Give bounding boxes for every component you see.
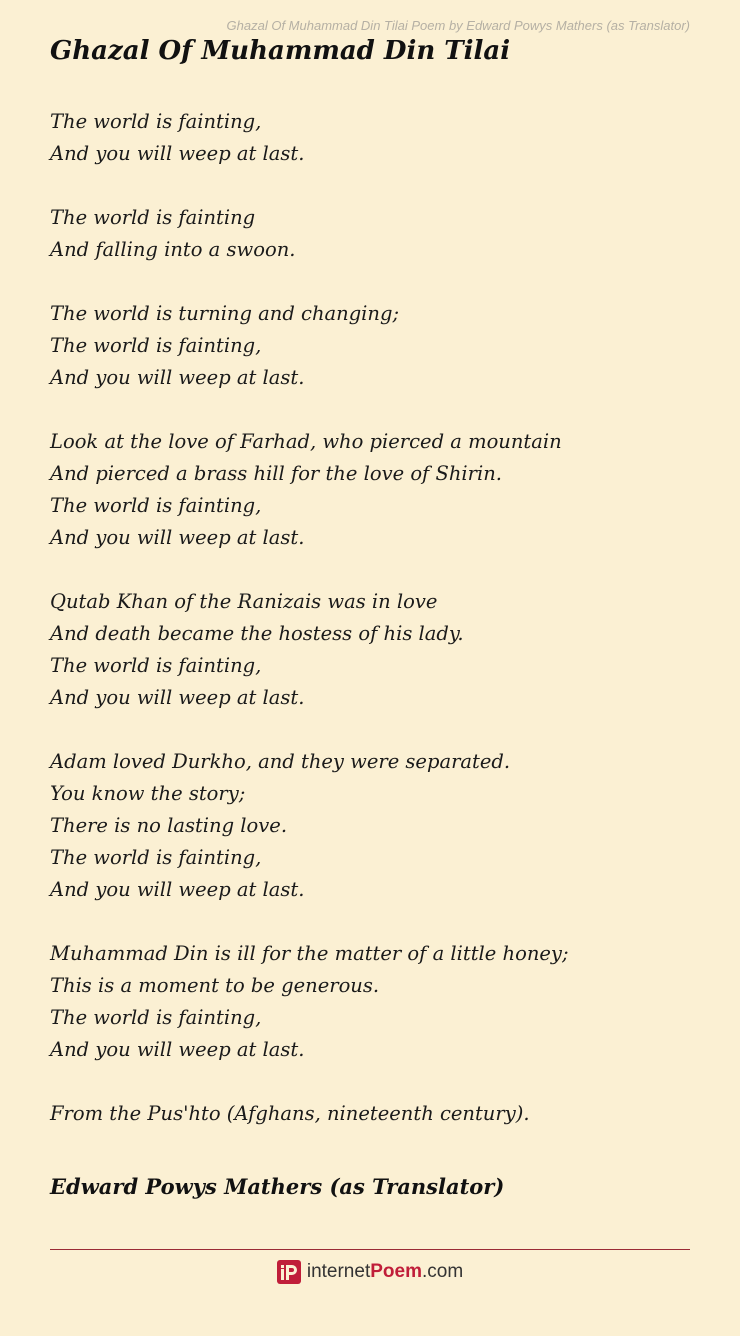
poem-line: And pierced a brass hill for the love of Shirin. bbox=[50, 462, 502, 485]
stanza bbox=[50, 202, 569, 266]
stanza bbox=[50, 938, 569, 1066]
poem-line: And falling into a swoon. bbox=[50, 238, 296, 261]
poem-line: And you will weep at last. bbox=[50, 366, 305, 389]
poem-line: The world is fainting, bbox=[50, 1006, 262, 1029]
internetpoem-logo-icon bbox=[277, 1260, 301, 1284]
poem-line: This is a moment to be generous. bbox=[50, 974, 380, 997]
poem-line: The world is fainting, bbox=[50, 334, 262, 357]
stanza bbox=[50, 1098, 569, 1130]
poem-body bbox=[50, 106, 569, 1162]
poem-line: And death became the hostess of his lady. bbox=[50, 622, 464, 645]
brand-suffix: .com bbox=[421, 1261, 464, 1282]
stanza bbox=[50, 746, 569, 906]
poem-line: Qutab Khan of the Ranizais was in love bbox=[50, 590, 438, 613]
brand-main: Poem bbox=[370, 1261, 422, 1282]
poem-line: There is no lasting love. bbox=[50, 814, 288, 837]
poem-line: The world is fainting, bbox=[50, 494, 262, 517]
poem-line: Muhammad Din is ill for the matter of a little honey; bbox=[50, 942, 569, 965]
poem-line: And you will weep at last. bbox=[50, 526, 305, 549]
poem-line: Adam loved Durkho, and they were separated. bbox=[50, 750, 511, 773]
poem-line: The world is fainting bbox=[50, 206, 256, 229]
stanza bbox=[50, 106, 569, 170]
stanza bbox=[50, 298, 569, 394]
footer-divider bbox=[50, 1249, 690, 1250]
poem-line: And you will weep at last. bbox=[50, 686, 305, 709]
poem-line: You know the story; bbox=[50, 782, 246, 805]
poem-line: The world is fainting, bbox=[50, 654, 262, 677]
stanza bbox=[50, 426, 569, 554]
header-credit: Ghazal Of Muhammad Din Tilai Poem by Edward Powys Mathers (as Translator) bbox=[226, 18, 690, 33]
poem-line: And you will weep at last. bbox=[50, 142, 305, 165]
poem-line: The world is fainting, bbox=[50, 846, 262, 869]
brand-prefix: internet bbox=[306, 1261, 371, 1282]
poem-line: Look at the love of Farhad, who pierced a mountain bbox=[50, 430, 562, 453]
poem-line: From the Pus'hto (Afghans, nineteenth century). bbox=[50, 1102, 530, 1125]
poem-line: And you will weep at last. bbox=[50, 1038, 305, 1061]
poem-line: The world is turning and changing; bbox=[50, 302, 400, 325]
stanza bbox=[50, 586, 569, 714]
poem-line: And you will weep at last. bbox=[50, 878, 305, 901]
footer-brand[interactable] bbox=[0, 1260, 740, 1284]
poem-author[interactable]: Edward Powys Mathers (as Translator) bbox=[50, 1174, 505, 1199]
poem-line: The world is fainting, bbox=[50, 110, 262, 133]
poem-title: Ghazal Of Muhammad Din Tilai bbox=[50, 36, 511, 66]
